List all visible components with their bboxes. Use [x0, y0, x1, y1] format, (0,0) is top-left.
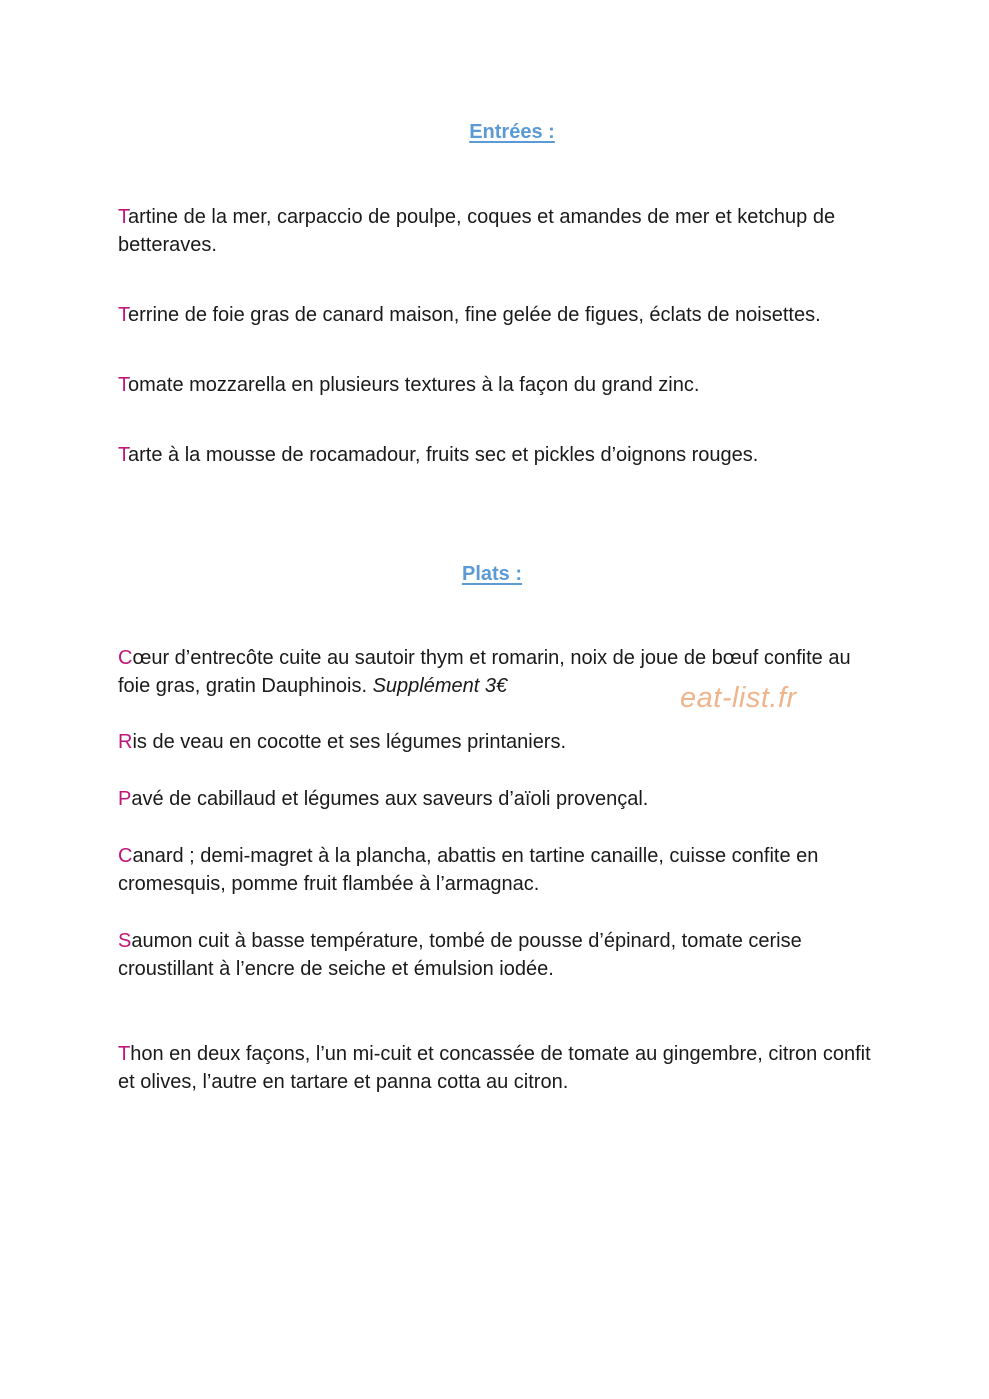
- plat-item: [118, 1040, 878, 1096]
- plat-item: [118, 927, 878, 983]
- item-text: errine de foie gras de canard maison, fine gelée de figues, éclats de noisettes.: [128, 304, 821, 326]
- entree-item: [118, 441, 878, 469]
- item-initial: T: [118, 444, 128, 466]
- item-initial: T: [118, 374, 128, 396]
- item-text: artine de la mer, carpaccio de poulpe, coques et amandes de mer et ketchup de betteraves.: [118, 206, 836, 256]
- item-initial: C: [118, 647, 133, 669]
- item-initial: T: [118, 206, 128, 228]
- item-text: anard ; demi-magret à la plancha, abattis en tartine canaille, cuisse confite en cromesquis, pomme fruit flambée à l’armagnac.: [118, 845, 819, 895]
- entrees-heading: Entrées :: [469, 121, 555, 143]
- item-text: arte à la mousse de rocamadour, fruits sec et pickles d’oignons rouges.: [128, 444, 759, 466]
- plats-heading: Plats :: [461, 563, 523, 585]
- item-text: hon en deux façons, l’un mi-cuit et concassée de tomate au gingembre, citron confit et olives, l’autre en tartare et panna cotta au citron.: [118, 1043, 871, 1093]
- item-text: is de veau en cocotte et ses légumes printaniers.: [132, 731, 567, 753]
- item-initial: P: [118, 788, 132, 810]
- item-initial: T: [118, 304, 128, 326]
- item-text: avé de cabillaud et légumes aux saveurs d’aïoli provençal.: [131, 788, 649, 810]
- item-initial: S: [118, 930, 132, 952]
- item-text: aumon cuit à basse température, tombé de pousse d’épinard, tomate cerise croustillant à l’encre de seiche et émulsion iodée.: [118, 930, 802, 980]
- plat-item: [118, 785, 878, 813]
- entree-item: [118, 371, 878, 399]
- plat-item: [118, 842, 878, 898]
- item-initial: R: [118, 731, 133, 753]
- item-initial: C: [118, 845, 133, 867]
- item-initial: T: [118, 1043, 131, 1065]
- plat-item: [118, 728, 878, 756]
- item-text: omate mozzarella en plusieurs textures à la façon du grand zinc.: [128, 374, 700, 396]
- supplement-note: Supplément 3€: [372, 675, 508, 697]
- entree-item: [118, 203, 878, 259]
- watermark: eat-list.fr: [680, 682, 797, 714]
- entree-item: [118, 301, 878, 329]
- item-text: œur d’entrecôte cuite au sautoir thym et romarin, noix de joue de bœuf confite au foie gras, gratin Dauphinois.: [118, 647, 851, 697]
